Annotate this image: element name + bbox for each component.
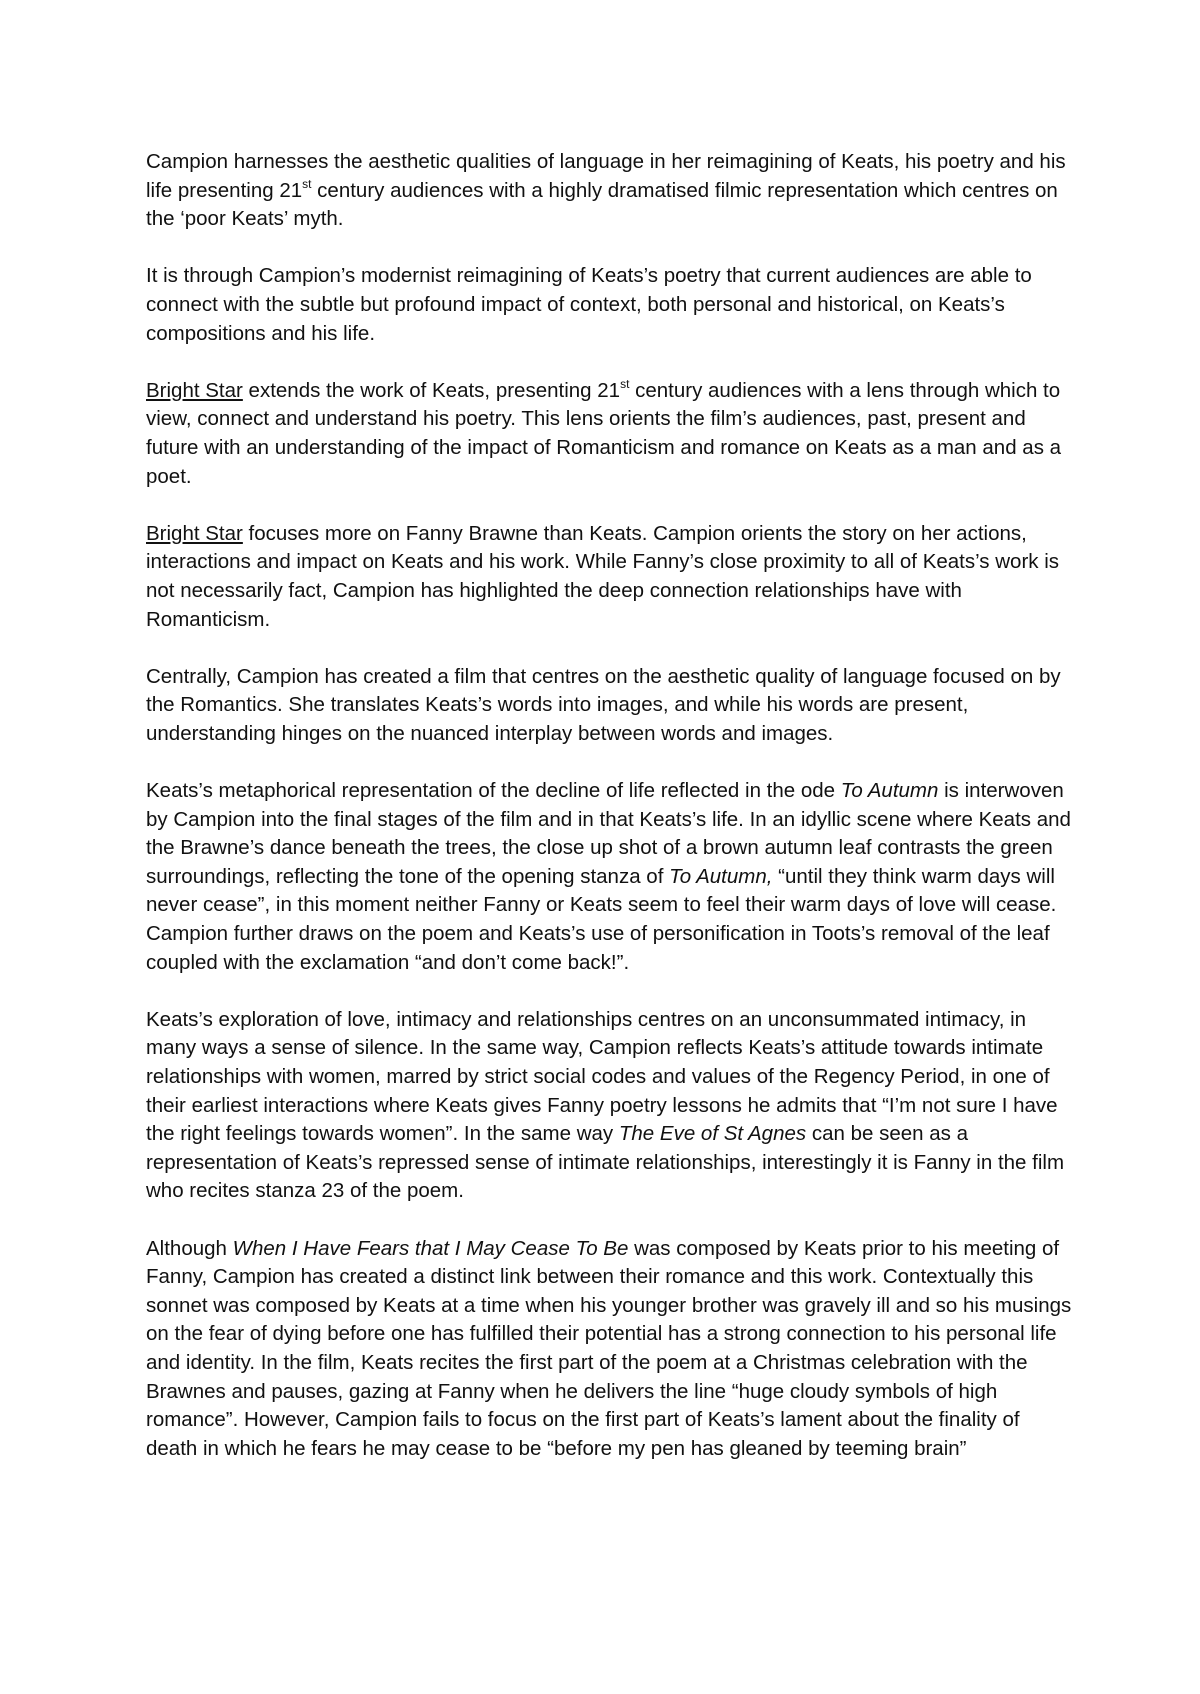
film-title-underlined: Bright Star [146, 378, 243, 402]
poem-title-italic: The Eve of St Agnes [618, 1122, 807, 1146]
superscript-ordinal: st [620, 376, 630, 391]
paragraph-1-text-b: century audiences with a highly dramatised filmic representation which centres on the ‘poor Keats’ myth. [146, 178, 1058, 231]
paragraph-6-text-b: is interwoven by Campion into the final stages of the film and in that Keats’s life. In an idyllic scene where Keats and the Brawne’s dance beneath the trees, the close up shot of a brown autumn leaf contrasts the green surroundings, reflecting the tone of the opening stanza of [146, 779, 1071, 888]
poem-title-italic: To Autumn, [669, 864, 773, 888]
paragraph-4-text: focuses more on Fanny Brawne than Keats. Campion orients the story on her actions, interactions and impact on Keats and his work. While Fanny’s close proximity to all of Keats’s work is not necessarily fact, Campion has highlighted the deep connection relationships have with Romanticism. [146, 521, 1060, 631]
paragraph-7-text-b: can be seen as a representation of Keats’s repressed sense of intimate relationships, interestingly it is Fanny in the film who recites stanza 23 of the poem. [146, 1122, 1065, 1203]
paragraph-3 [146, 377, 1076, 491]
paragraph-1-text-a: Campion harnesses the aesthetic qualities of language in her reimagining of Keats, his poetry and his life presenting 21 [146, 150, 1066, 202]
film-title-underlined: Bright Star [146, 521, 243, 545]
paragraph-5-text: Centrally, Campion has created a film that centres on the aesthetic quality of language focused on by the Romantics. She translates Keats’s words into images, and while his words are present, understanding hinges on the nuanced interplay between words and images. [146, 664, 1061, 745]
superscript-ordinal: st [302, 176, 312, 191]
paragraph-2 [146, 262, 1076, 348]
paragraph-8 [146, 1235, 1076, 1464]
paragraph-6-text-c: “until they think warm days will never cease”, in this moment neither Fanny or Keats seem to feel their warm days of love will cease. Campion further draws on the poem and Keats’s use of personification in Toots’s removal of the leaf coupled with the exclamation “and don’t come back!”. [146, 864, 1057, 974]
paragraph-2-text: It is through Campion’s modernist reimagining of Keats’s poetry that current audiences are able to connect with the subtle but profound impact of context, both personal and historical, on Keats’s compositions and his life. [146, 264, 1032, 345]
paragraph-5 [146, 663, 1076, 749]
document-body [146, 148, 1076, 1492]
poem-title-italic: To Autumn [840, 779, 939, 803]
paragraph-3-text-b: century audiences with a lens through which to view, connect and understand his poetry. This lens orients the film’s audiences, past, present and future with an understanding of the impact of Romanticism and romance on Keats as a man and as a poet. [146, 378, 1062, 488]
paragraph-7 [146, 1006, 1076, 1206]
poem-title-italic: When I Have Fears that I May Cease To Be [232, 1236, 629, 1260]
paragraph-6 [146, 777, 1076, 977]
paragraph-6-text-a: Keats’s metaphorical representation of the decline of life reflected in the ode [146, 779, 841, 803]
paragraph-7-text-a: Keats’s exploration of love, intimacy and relationships centres on an unconsummated intimacy, in many ways a sense of silence. In the same way, Campion reflects Keats’s attitude towards intimate relationships with women, marred by strict social codes and values of the Regency Period, in one of their earliest interactions where Keats gives Fanny poetry lessons he admits that “I’m not sure I have the right feelings towards women”. In the same way [146, 1007, 1058, 1146]
paragraph-8-text-a: Although [146, 1236, 233, 1260]
paragraph-4 [146, 520, 1076, 634]
paragraph-1 [146, 148, 1076, 234]
paragraph-3-text-a: extends the work of Keats, presenting 21 [242, 378, 621, 402]
paragraph-8-text-b: was composed by Keats prior to his meeting of Fanny, Campion has created a distinct link between their romance and this work. Contextually this sonnet was composed by Keats at a time when his younger brother was gravely ill and so his musings on the fear of dying before one has fulfilled their potential has a strong connection to his personal life and identity. In the film, Keats recites the first part of the poem at a Christmas celebration with the Brawnes and pauses, gazing at Fanny when he delivers the line “huge cloudy symbols of high romance”. However, Campion fails to focus on the first part of Keats’s lament about the finality of death in which he fears he may cease to be “before my pen has gleaned by teeming brain” [146, 1236, 1072, 1460]
